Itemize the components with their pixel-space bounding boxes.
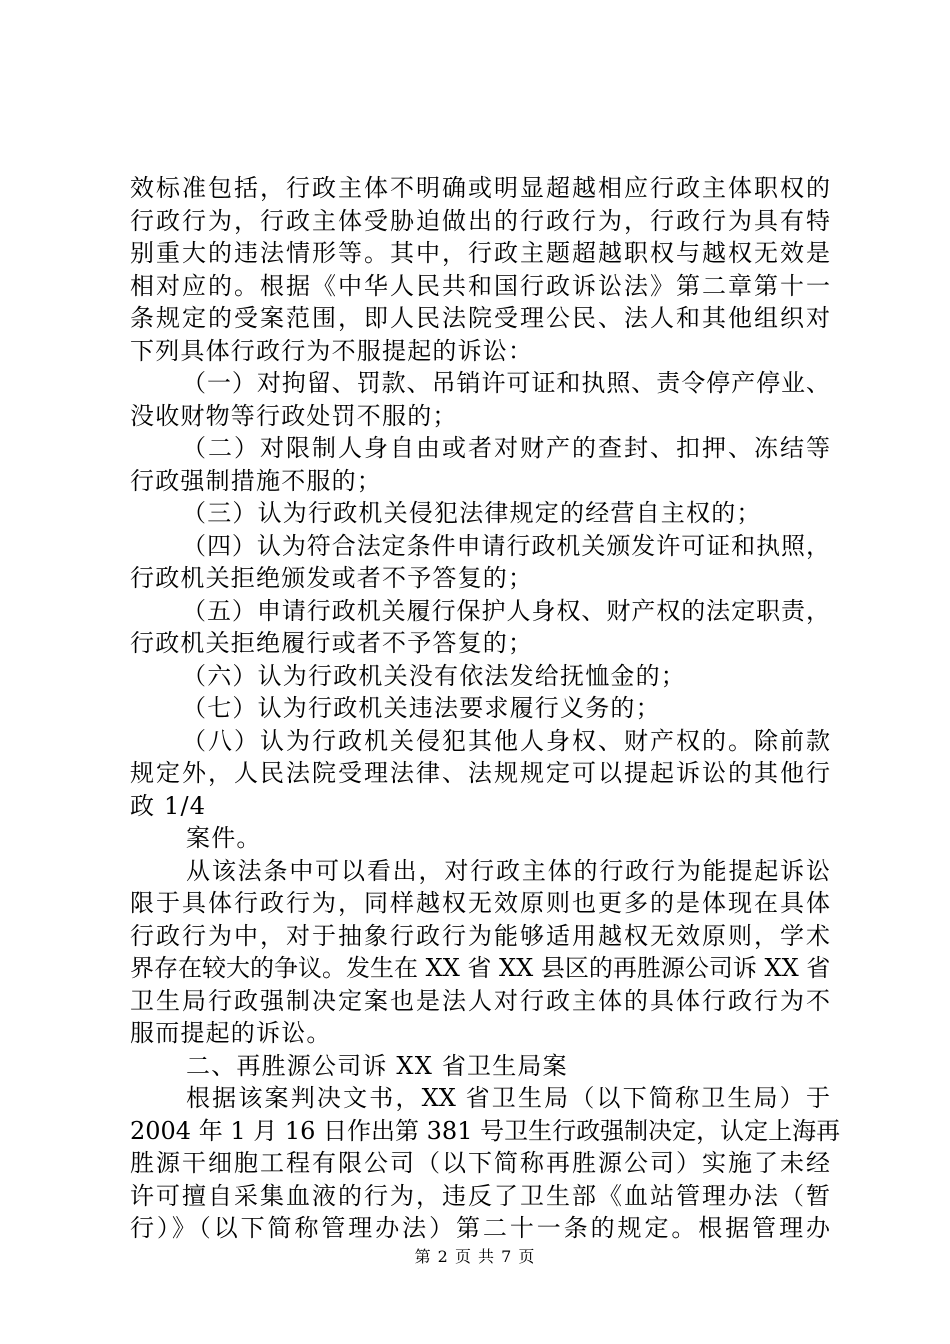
list-item-line: （二）对限制人身自由或者对财产的查封、扣押、冻结等 bbox=[182, 434, 830, 462]
text-line: 行政机关拒绝颁发或者不予答复的； bbox=[130, 564, 534, 592]
text-line: 案件。 bbox=[186, 824, 262, 852]
list-item-line: （八）认为行政机关侵犯其他人身权、财产权的。除前款 bbox=[182, 726, 830, 755]
section-heading: 二、再胜源公司诉 XX 省卫生局案 bbox=[186, 1051, 568, 1080]
list-item-line: （五）申请行政机关履行保护人身权、财产权的法定职责， bbox=[182, 596, 830, 625]
text-line: 下列具体行政行为不服提起的诉讼： bbox=[130, 336, 534, 365]
paragraph-start-line: 从该法条中可以看出，对行政主体的行政行为能提起诉讼 bbox=[186, 856, 830, 885]
list-item-line: （七）认为行政机关违法要求履行义务的； bbox=[182, 694, 661, 722]
text-line: 规定外，人民法院受理法律、法规规定可以提起诉讼的其他行 bbox=[130, 759, 830, 787]
text-line: 效标准包括，行政主体不明确或明显超越相应行政主体职权的 bbox=[130, 174, 830, 202]
paragraph-start-line: 根据该案判决文书，XX 省卫生局（以下简称卫生局）于 bbox=[186, 1084, 830, 1112]
text-line: 相对应的。根据《中华人民共和国行政诉讼法》第二章第十一 bbox=[130, 271, 830, 300]
text-line: 行政行为，行政主体受胁迫做出的行政行为，行政行为具有特 bbox=[130, 206, 830, 235]
text-line: 行政机关拒绝履行或者不予答复的； bbox=[130, 629, 534, 657]
text-line: 没收财物等行政处罚不服的； bbox=[130, 401, 458, 430]
text-line: 界存在较大的争议。发生在 XX 省 XX 县区的再胜源公司诉 XX 省 bbox=[130, 954, 831, 982]
text-line: 服而提起的诉讼。 bbox=[130, 1019, 332, 1047]
text-line: 限于具体行政行为，同样越权无效原则也更多的是体现在具体 bbox=[130, 889, 830, 917]
document-body bbox=[130, 172, 841, 1245]
text-line: 行政强制措施不服的； bbox=[130, 466, 382, 495]
text-line: 行）》（以下简称管理办法）第二十一条的规定。根据管理办 bbox=[130, 1214, 830, 1242]
text-line: 胜源干细胞工程有限公司（以下简称再胜源公司）实施了未经 bbox=[130, 1149, 830, 1177]
text-line: 许可擅自采集血液的行为，违反了卫生部《血站管理办法（暂 bbox=[130, 1181, 830, 1210]
text-line: 别重大的违法情形等。其中，行政主题超越职权与越权无效是 bbox=[130, 239, 830, 267]
list-item-line: （六）认为行政机关没有依法发给抚恤金的； bbox=[182, 661, 686, 690]
list-item-line: （一）对拘留、罚款、吊销许可证和执照、责令停产停业、 bbox=[182, 369, 830, 397]
list-item-line: （三）认为行政机关侵犯法律规定的经营自主权的； bbox=[182, 499, 762, 527]
text-line: 条规定的受案范围，即人民法院受理公民、法人和其他组织对 bbox=[130, 304, 830, 332]
text-line: 行政行为中，对于抽象行政行为能够适用越权无效原则，学术 bbox=[130, 921, 830, 950]
text-line: 卫生局行政强制决定案也是法人对行政主体的具体行政行为不 bbox=[130, 986, 830, 1015]
text-line: 政 1/4 bbox=[130, 791, 207, 820]
list-item-line: （四）认为符合法定条件申请行政机关颁发许可证和执照， bbox=[182, 531, 830, 560]
text-line: 2004 年 1 月 16 日作出第 381 号卫生行政强制决定，认定上海再 bbox=[130, 1116, 841, 1145]
page-number-footer: 第 2 页 共 7 页 bbox=[414, 1247, 536, 1266]
